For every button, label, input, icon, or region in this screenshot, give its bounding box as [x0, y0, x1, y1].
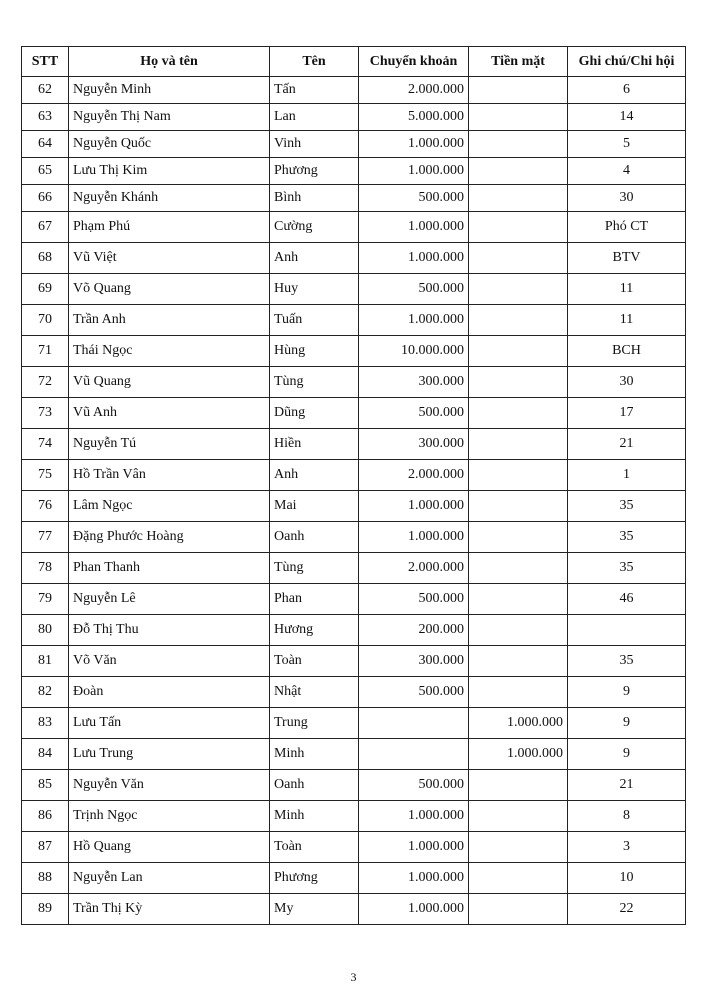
header-full-name: Họ và tên [69, 47, 270, 77]
table-row [22, 185, 686, 212]
cell-note-branch: 30 [568, 185, 686, 212]
cell-note-branch [568, 615, 686, 646]
cell-given-name: Hiền [270, 429, 359, 460]
table-row [22, 429, 686, 460]
cell-full-name: Nguyễn Lan [69, 863, 270, 894]
cell-given-name: Hùng [270, 336, 359, 367]
cell-stt: 82 [22, 677, 69, 708]
cell-stt: 67 [22, 212, 69, 243]
cell-bank-transfer: 500.000 [359, 770, 469, 801]
cell-stt: 63 [22, 104, 69, 131]
cell-cash [469, 367, 568, 398]
cell-note-branch: 1 [568, 460, 686, 491]
cell-bank-transfer: 1.000.000 [359, 212, 469, 243]
cell-note-branch: 30 [568, 367, 686, 398]
cell-bank-transfer: 10.000.000 [359, 336, 469, 367]
cell-stt: 68 [22, 243, 69, 274]
cell-stt: 77 [22, 522, 69, 553]
cell-given-name: Phan [270, 584, 359, 615]
cell-note-branch: 6 [568, 77, 686, 104]
cell-given-name: Tuấn [270, 305, 359, 336]
cell-given-name: Mai [270, 491, 359, 522]
cell-full-name: Hồ Quang [69, 832, 270, 863]
cell-cash [469, 77, 568, 104]
cell-given-name: My [270, 894, 359, 925]
table-row [22, 646, 686, 677]
cell-note-branch: 8 [568, 801, 686, 832]
cell-bank-transfer: 2.000.000 [359, 460, 469, 491]
cell-full-name: Phan Thanh [69, 553, 270, 584]
header-stt: STT [22, 47, 69, 77]
cell-given-name: Hương [270, 615, 359, 646]
donation-table [21, 46, 686, 925]
cell-cash [469, 158, 568, 185]
cell-given-name: Minh [270, 801, 359, 832]
cell-note-branch: 4 [568, 158, 686, 185]
cell-cash [469, 305, 568, 336]
cell-given-name: Dũng [270, 398, 359, 429]
cell-given-name: Minh [270, 739, 359, 770]
cell-cash [469, 801, 568, 832]
cell-full-name: Lâm Ngọc [69, 491, 270, 522]
cell-cash [469, 243, 568, 274]
cell-stt: 72 [22, 367, 69, 398]
cell-full-name: Lưu Trung [69, 739, 270, 770]
table-row [22, 863, 686, 894]
table-row [22, 305, 686, 336]
cell-cash [469, 131, 568, 158]
cell-full-name: Trịnh Ngọc [69, 801, 270, 832]
cell-stt: 85 [22, 770, 69, 801]
cell-full-name: Nguyễn Quốc [69, 131, 270, 158]
cell-cash [469, 336, 568, 367]
cell-bank-transfer: 5.000.000 [359, 104, 469, 131]
table-row [22, 894, 686, 925]
cell-given-name: Anh [270, 243, 359, 274]
cell-bank-transfer: 1.000.000 [359, 832, 469, 863]
cell-stt: 69 [22, 274, 69, 305]
cell-given-name: Toàn [270, 646, 359, 677]
header-bank-transfer: Chuyển khoản [359, 47, 469, 77]
cell-given-name: Vinh [270, 131, 359, 158]
cell-bank-transfer: 500.000 [359, 398, 469, 429]
table-row [22, 212, 686, 243]
cell-cash [469, 185, 568, 212]
cell-cash: 1.000.000 [469, 739, 568, 770]
cell-full-name: Lưu Tấn [69, 708, 270, 739]
cell-given-name: Oanh [270, 522, 359, 553]
cell-full-name: Trần Anh [69, 305, 270, 336]
cell-cash [469, 429, 568, 460]
cell-note-branch: 22 [568, 894, 686, 925]
cell-stt: 71 [22, 336, 69, 367]
cell-stt: 76 [22, 491, 69, 522]
table-header-row [22, 47, 686, 77]
cell-full-name: Lưu Thị Kim [69, 158, 270, 185]
cell-cash [469, 770, 568, 801]
cell-given-name: Cường [270, 212, 359, 243]
cell-stt: 66 [22, 185, 69, 212]
cell-bank-transfer: 1.000.000 [359, 863, 469, 894]
cell-full-name: Nguyễn Lê [69, 584, 270, 615]
table-row [22, 131, 686, 158]
cell-stt: 84 [22, 739, 69, 770]
cell-cash [469, 274, 568, 305]
table-row [22, 243, 686, 274]
cell-stt: 89 [22, 894, 69, 925]
cell-bank-transfer [359, 708, 469, 739]
cell-note-branch: 35 [568, 646, 686, 677]
cell-cash [469, 646, 568, 677]
table-row [22, 336, 686, 367]
table-row [22, 398, 686, 429]
cell-given-name: Trung [270, 708, 359, 739]
cell-stt: 62 [22, 77, 69, 104]
table-row [22, 274, 686, 305]
cell-note-branch: 35 [568, 491, 686, 522]
cell-full-name: Vũ Việt [69, 243, 270, 274]
cell-bank-transfer: 500.000 [359, 185, 469, 212]
cell-bank-transfer: 1.000.000 [359, 894, 469, 925]
cell-full-name: Trần Thị Kỳ [69, 894, 270, 925]
cell-note-branch: 11 [568, 274, 686, 305]
cell-bank-transfer: 1.000.000 [359, 131, 469, 158]
cell-note-branch: 21 [568, 770, 686, 801]
cell-note-branch: 3 [568, 832, 686, 863]
table-row [22, 104, 686, 131]
table-row [22, 832, 686, 863]
table-row [22, 367, 686, 398]
cell-note-branch: BTV [568, 243, 686, 274]
cell-note-branch: Phó CT [568, 212, 686, 243]
cell-given-name: Oanh [270, 770, 359, 801]
cell-cash [469, 863, 568, 894]
cell-stt: 73 [22, 398, 69, 429]
table-row [22, 615, 686, 646]
cell-cash [469, 553, 568, 584]
cell-bank-transfer: 1.000.000 [359, 158, 469, 185]
cell-full-name: Phạm Phú [69, 212, 270, 243]
cell-stt: 87 [22, 832, 69, 863]
cell-stt: 64 [22, 131, 69, 158]
table-body [22, 77, 686, 925]
cell-note-branch: 11 [568, 305, 686, 336]
header-cash: Tiền mặt [469, 47, 568, 77]
cell-bank-transfer: 300.000 [359, 646, 469, 677]
cell-stt: 81 [22, 646, 69, 677]
cell-full-name: Nguyễn Văn [69, 770, 270, 801]
cell-bank-transfer: 1.000.000 [359, 801, 469, 832]
cell-cash [469, 398, 568, 429]
cell-note-branch: 14 [568, 104, 686, 131]
cell-full-name: Nguyễn Minh [69, 77, 270, 104]
cell-cash [469, 491, 568, 522]
cell-cash [469, 104, 568, 131]
cell-stt: 79 [22, 584, 69, 615]
cell-full-name: Nguyễn Thị Nam [69, 104, 270, 131]
table-row [22, 553, 686, 584]
cell-given-name: Anh [270, 460, 359, 491]
table-row [22, 158, 686, 185]
cell-bank-transfer: 300.000 [359, 367, 469, 398]
cell-full-name: Thái Ngọc [69, 336, 270, 367]
cell-cash: 1.000.000 [469, 708, 568, 739]
cell-stt: 88 [22, 863, 69, 894]
cell-cash [469, 677, 568, 708]
cell-bank-transfer: 300.000 [359, 429, 469, 460]
cell-stt: 74 [22, 429, 69, 460]
cell-note-branch: 21 [568, 429, 686, 460]
cell-given-name: Toàn [270, 832, 359, 863]
cell-bank-transfer: 500.000 [359, 274, 469, 305]
cell-note-branch: 46 [568, 584, 686, 615]
cell-note-branch: BCH [568, 336, 686, 367]
cell-stt: 86 [22, 801, 69, 832]
cell-full-name: Vũ Anh [69, 398, 270, 429]
cell-bank-transfer: 500.000 [359, 677, 469, 708]
table-row [22, 522, 686, 553]
cell-cash [469, 584, 568, 615]
cell-stt: 75 [22, 460, 69, 491]
cell-cash [469, 460, 568, 491]
cell-full-name: Đỗ Thị Thu [69, 615, 270, 646]
cell-note-branch: 9 [568, 708, 686, 739]
table-row [22, 460, 686, 491]
cell-full-name: Đoàn [69, 677, 270, 708]
cell-stt: 78 [22, 553, 69, 584]
cell-given-name: Bình [270, 185, 359, 212]
cell-bank-transfer: 2.000.000 [359, 553, 469, 584]
cell-stt: 80 [22, 615, 69, 646]
cell-given-name: Phương [270, 863, 359, 894]
cell-full-name: Võ Văn [69, 646, 270, 677]
cell-full-name: Đặng Phước Hoàng [69, 522, 270, 553]
cell-cash [469, 212, 568, 243]
cell-given-name: Tấn [270, 77, 359, 104]
cell-bank-transfer: 1.000.000 [359, 522, 469, 553]
cell-bank-transfer: 1.000.000 [359, 305, 469, 336]
cell-note-branch: 9 [568, 739, 686, 770]
cell-note-branch: 10 [568, 863, 686, 894]
cell-given-name: Tùng [270, 367, 359, 398]
cell-full-name: Vũ Quang [69, 367, 270, 398]
cell-note-branch: 17 [568, 398, 686, 429]
table-row [22, 491, 686, 522]
cell-given-name: Lan [270, 104, 359, 131]
table-row [22, 677, 686, 708]
cell-cash [469, 615, 568, 646]
table-row [22, 770, 686, 801]
table-row [22, 584, 686, 615]
cell-bank-transfer: 1.000.000 [359, 243, 469, 274]
cell-given-name: Huy [270, 274, 359, 305]
table-row [22, 801, 686, 832]
cell-full-name: Hồ Trần Vân [69, 460, 270, 491]
cell-given-name: Phương [270, 158, 359, 185]
cell-cash [469, 522, 568, 553]
cell-full-name: Võ Quang [69, 274, 270, 305]
table-row [22, 708, 686, 739]
header-given-name: Tên [270, 47, 359, 77]
page-number: 3 [350, 970, 357, 984]
cell-bank-transfer: 2.000.000 [359, 77, 469, 104]
cell-cash [469, 894, 568, 925]
cell-full-name: Nguyễn Khánh [69, 185, 270, 212]
cell-note-branch: 35 [568, 522, 686, 553]
cell-bank-transfer: 1.000.000 [359, 491, 469, 522]
cell-stt: 70 [22, 305, 69, 336]
cell-stt: 65 [22, 158, 69, 185]
cell-given-name: Nhật [270, 677, 359, 708]
header-note-branch: Ghi chú/Chi hội [568, 47, 686, 77]
cell-bank-transfer: 500.000 [359, 584, 469, 615]
table-row [22, 77, 686, 104]
cell-bank-transfer [359, 739, 469, 770]
cell-note-branch: 9 [568, 677, 686, 708]
cell-note-branch: 5 [568, 131, 686, 158]
cell-given-name: Tùng [270, 553, 359, 584]
table-row [22, 739, 686, 770]
cell-stt: 83 [22, 708, 69, 739]
cell-bank-transfer: 200.000 [359, 615, 469, 646]
cell-full-name: Nguyễn Tú [69, 429, 270, 460]
cell-note-branch: 35 [568, 553, 686, 584]
cell-cash [469, 832, 568, 863]
